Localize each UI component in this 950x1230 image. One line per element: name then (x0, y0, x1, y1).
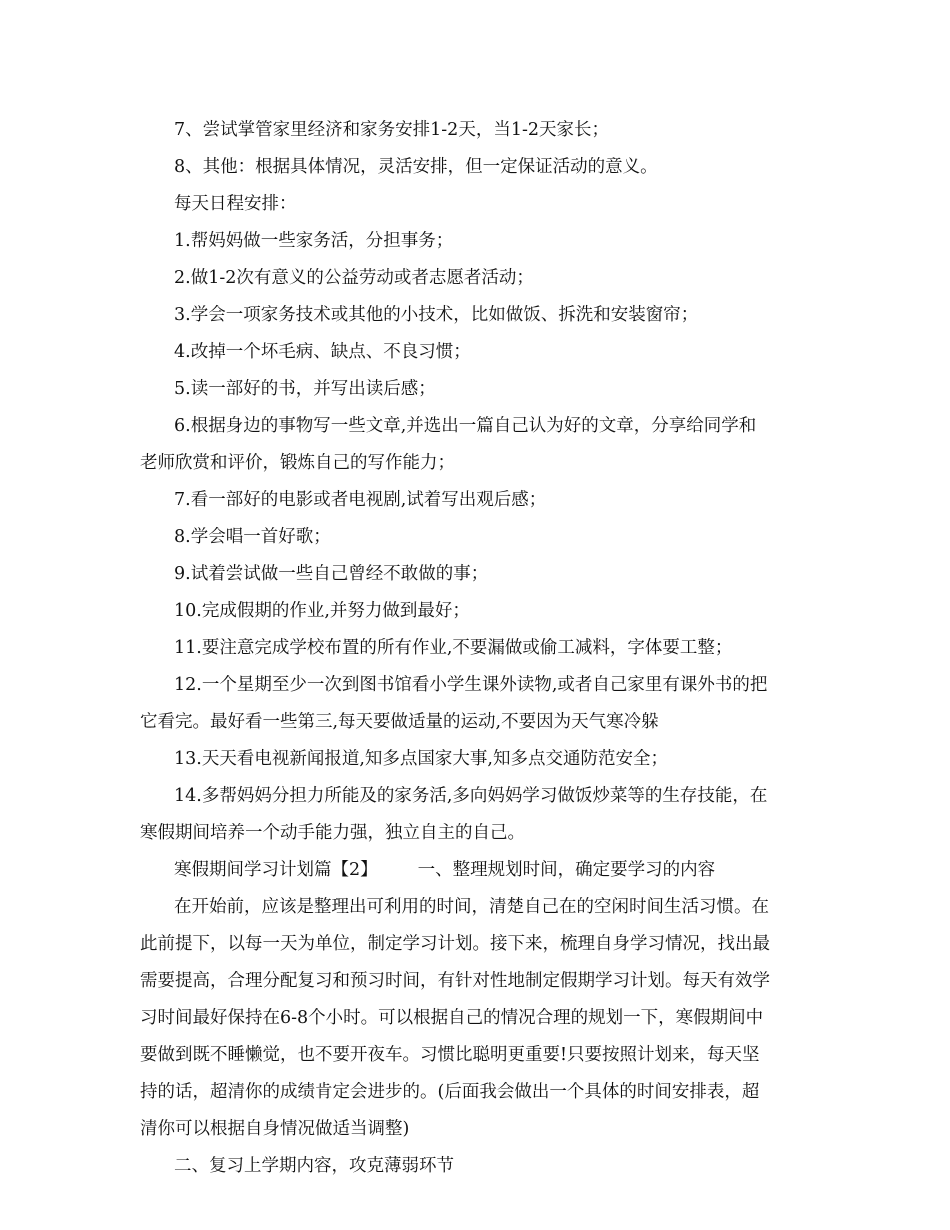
subsection-heading: 二、复习上学期内容，攻克薄弱环节 (174, 1156, 454, 1176)
paragraph-line: 此前提下，以每一天为单位，制定学习计划。接下来，梳理自身学习情况，找出最 (140, 934, 770, 954)
paragraph-line: 7、尝试掌管家里经济和家务安排1-2天，当1-2天家长； (174, 120, 609, 140)
list-item-continuation: 它看完。最好看一些第三,每天要做适量的运动,不要因为天气寒冷躲 (140, 712, 659, 732)
list-item: 2.做1-2次有意义的公益劳动或者志愿者活动； (174, 268, 534, 288)
paragraph-line: 8、其他：根据具体情况，灵活安排，但一定保证活动的意义。 (174, 157, 658, 177)
list-item: 1.帮妈妈做一些家务活，分担事务； (174, 231, 454, 251)
section-heading (140, 852, 812, 889)
document-body (140, 112, 812, 1185)
section-label: 每天日程安排： (174, 194, 297, 214)
list-item: 12.一个星期至少一次到图书馆看小学生课外读物,或者自己家里有课外书的把 (174, 675, 768, 695)
list-item: 5.读一部好的书，并写出读后感； (174, 379, 436, 399)
list-item: 11.要注意完成学校布置的所有作业,不要漏做或偷工减料，字体要工整； (174, 638, 733, 658)
paragraph-line: 持的话，超清你的成绩肯定会进步的。(后面我会做出一个具体的时间安排表，超 (140, 1082, 760, 1102)
list-item: 13.天天看电视新闻报道,知多点国家大事,知多点交通防范安全； (174, 749, 668, 769)
list-item: 10.完成假期的作业,并努力做到最好； (174, 601, 470, 621)
list-item: 6.根据身边的事物写一些文章,并选出一篇自己认为好的文章，分享给同学和 (174, 416, 757, 436)
list-item: 4.改掉一个坏毛病、缺点、不良习惯； (174, 342, 471, 362)
list-item: 7.看一部好的电影或者电视剧,试着写出观后感； (174, 490, 547, 510)
list-item-continuation: 老师欣赏和评价，锻炼自己的写作能力； (140, 453, 455, 473)
paragraph-line: 要做到既不睡懒觉，也不要开夜车。习惯比聪明更重要!只要按照计划来，每天坚 (140, 1045, 760, 1065)
section-title: 寒假期间学习计划篇【2】 (174, 860, 378, 880)
list-item: 9.试着尝试做一些自己曾经不敢做的事； (174, 564, 489, 584)
list-item: 8.学会唱一首好歌； (174, 527, 331, 547)
list-item-continuation: 寒假期间培养一个动手能力强，独立自主的自己。 (140, 823, 525, 843)
paragraph-line: 在开始前，应该是整理出可利用的时间，清楚自己在的空闲时间生活习惯。在 (174, 897, 769, 917)
paragraph-line: 需要提高，合理分配复习和预习时间，有针对性地制定假期学习计划。每天有效学 (140, 971, 770, 991)
subsection-title: 一、整理规划时间，确定要学习的内容 (417, 860, 716, 880)
list-item: 3.学会一项家务技术或其他的小技术，比如做饭、拆洗和安装窗帘； (174, 305, 699, 325)
paragraph-line: 清你可以根据自身情况做适当调整) (140, 1119, 410, 1139)
paragraph-line: 习时间最好保持在6-8个小时。可以根据自己的情况合理的规划一下，寒假期间中 (140, 1008, 764, 1028)
list-item: 14.多帮妈妈分担力所能及的家务活,多向妈妈学习做饭炒菜等的生存技能，在 (174, 786, 768, 806)
